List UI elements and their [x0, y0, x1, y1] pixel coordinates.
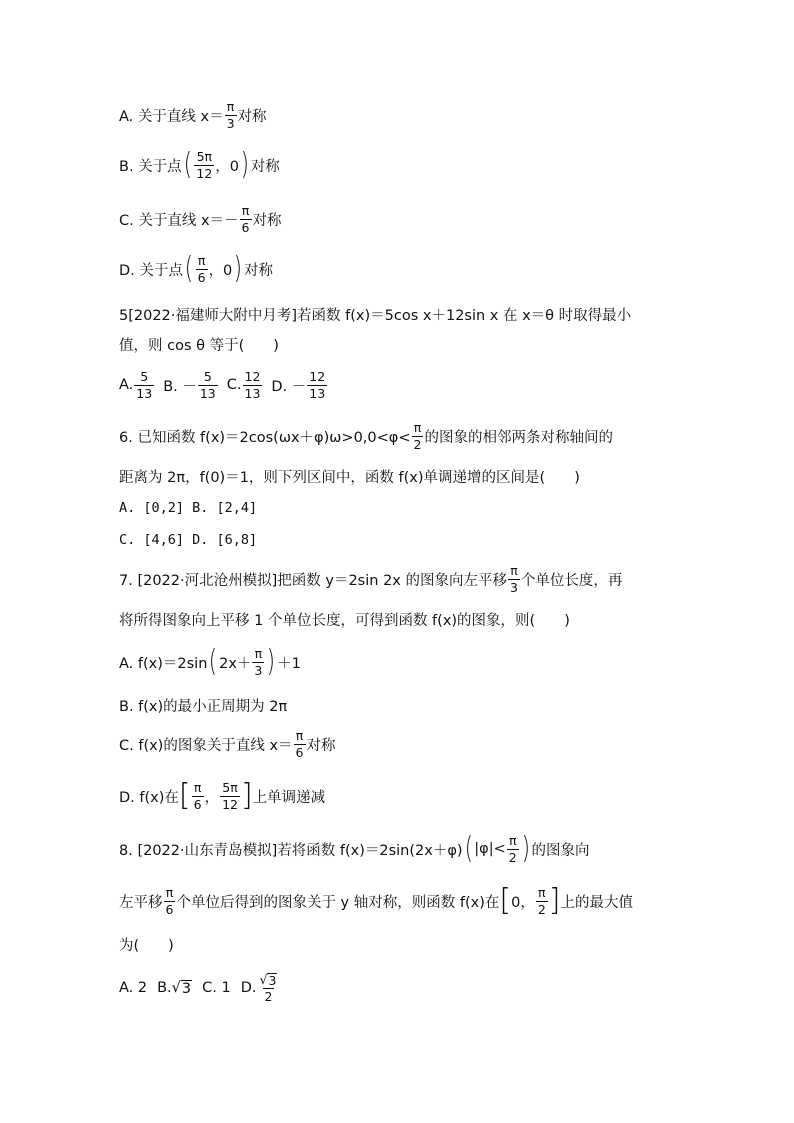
fraction: $\frac{\pi}{3}$: [254, 646, 263, 678]
q4-option-d: D. 关于点 ( $\frac{\pi}{6}$ ，0 ) 对称: [119, 251, 274, 286]
q6-options-cd: C. [4,6] D. [6,8]: [119, 532, 258, 548]
fraction: $\frac{\pi}{6}$: [165, 885, 174, 917]
q5-stem-line1: 5[2022·福建师大附中月考]若函数 f(x)＝5cos x＋12sin x 在 x＝θ 时取得最小: [119, 307, 632, 324]
q7-option-d: D. f(x)在 [ $\frac{\pi}{6}$ ， $\frac{5\pi}{12}$ ] 上单调递减: [119, 778, 326, 813]
q7-option-b: B. f(x)的最小正周期为 2π: [119, 698, 288, 715]
fraction: √ 3 2: [259, 971, 277, 1004]
q8-stem-line3: 为( ): [119, 937, 174, 954]
fraction: $\frac{12}{13}$: [309, 369, 326, 401]
q7-stem-line1: 7. [2022·河北沧州模拟]把函数 y＝2sin 2x 的图象向左平移 $\frac{\pi}{3}$ 个单位长度，再: [119, 563, 623, 595]
fraction: $\frac{\pi}{3}$: [226, 99, 235, 131]
fraction: $\frac{\pi}{2}$: [508, 833, 517, 865]
q5-options: A. $\frac{5}{13}$ B. － $\frac{5}{13}$ C. $\frac{12}{13}$ D. － $\frac{12}{13}$: [119, 369, 326, 401]
fraction: $\frac{\pi}{6}$: [197, 253, 206, 285]
fraction: $\frac{\pi}{6}$: [241, 203, 250, 235]
q7-option-c: C. f(x)的图象关于直线 x＝ $\frac{\pi}{6}$ 对称: [119, 728, 336, 760]
q6-stem-line1: 6. 已知函数 f(x)＝2cos(ωx＋φ)ω>0,0<φ< $\frac{\pi}{2}$ 的图象的相邻两条对称轴间的: [119, 420, 613, 452]
fraction: $\frac{5\pi}{12}$: [222, 780, 238, 812]
q5-stem-line2: 值，则 cos θ 等于( ): [119, 337, 279, 354]
q8-options: A. 2 B. √ 3 C. 1 D. √ 3 2: [119, 966, 280, 1010]
q4-option-c: C. 关于直线 x＝－ $\frac{\pi}{6}$ 对称: [119, 203, 282, 235]
q7-option-a: A. f(x)＝2sin ( 2x＋ $\frac{\pi}{3}$ ) ＋1: [119, 644, 301, 679]
fraction: $\frac{\pi}{2}$: [537, 885, 546, 917]
q4-option-b: B. 关于点 ( $\frac{5\pi}{12}$ ，0 ) 对称: [119, 147, 280, 182]
fraction: $\frac{\pi}{2}$: [413, 420, 422, 452]
q6-options-ab: A. [0,2] B. [2,4]: [119, 500, 258, 516]
q8-stem-line2: 左平移 $\frac{\pi}{6}$ 个单位后得到的图象关于 y 轴对称，则函数 f(x)在 [ 0， $\frac{\pi}{2}$ ] 上的最大值: [119, 883, 633, 918]
fraction: $\frac{\pi}{3}$: [509, 563, 518, 595]
fraction: $\frac{12}{13}$: [244, 369, 261, 401]
q4-a-text: A. 关于直线 x＝: [119, 108, 224, 125]
q4-option-a: A. 关于直线 x＝ $\frac{\pi}{3}$ 对称: [119, 99, 267, 131]
fraction: $\frac{5}{13}$: [136, 369, 153, 401]
q6-stem-line2: 距离为 2π，f(0)＝1，则下列区间中，函数 f(x)单调递增的区间是( ): [119, 469, 580, 486]
fraction: $\frac{5\pi}{12}$: [196, 149, 213, 181]
fraction: $\frac{\pi}{6}$: [295, 728, 304, 760]
fraction: $\frac{\pi}{6}$: [193, 780, 202, 812]
fraction: $\frac{5}{13}$: [199, 369, 216, 401]
q8-stem-line1: 8. [2022·山东青岛模拟]若将函数 f(x)＝2sin(2x＋φ) ( |φ|< $\frac{\pi}{2}$ ) 的图象向: [119, 831, 590, 866]
sqrt: √ 3: [171, 979, 192, 997]
q7-stem-line2: 将所得图象向上平移 1 个单位长度，可得到函数 f(x)的图象，则( ): [119, 612, 570, 629]
